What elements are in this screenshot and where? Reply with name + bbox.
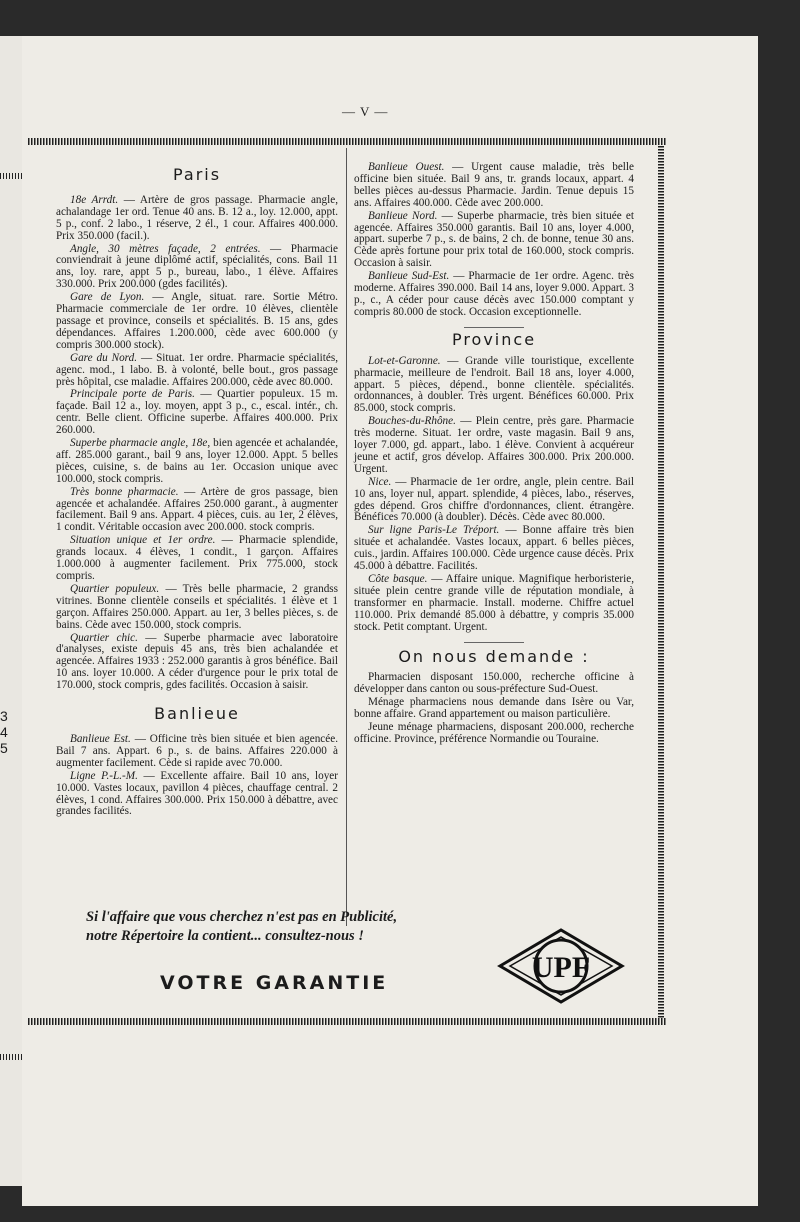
logo-text: UPF [531,951,591,984]
listing-heading: Gare du Nord. [70,351,138,364]
column-divider [346,148,347,926]
right-border-rule [658,146,664,1018]
listing-heading: Banlieue Nord. [368,209,438,222]
listing-heading: Nice. [368,475,392,488]
advert-block [86,908,397,946]
listing-entry [56,195,338,243]
listing-heading: Principale porte de Paris. [70,388,195,401]
upf-logo [496,924,626,1008]
listing-entry [354,271,634,319]
listing-entry [56,633,338,693]
demande-listings [354,672,634,745]
listing-heading: 18e Arrdt. [70,193,119,206]
listing-text: — Très belle pharmacie, 2 grandss vitrines. Bonne clientèle conseils et spécialités. 1 élève et 1 garçon. Affaires 250.000. Appart. au 1er, 3 belles pièces, s. de bains. Cède avec 150.000, stock compris. [56,582,338,631]
demande-entry: Jeune ménage pharmaciens, disposant 200.000, recherche officine. Province, préférence Normandie ou Touraine. [354,721,634,745]
listing-text: — Excellente affaire. Bail 10 ans, loyer 10.000. Vastes locaux, pavillon 4 pièces, chauffage central. 2 élèves, 1 cond. Affaires 300.000. Prix 150.000 à débattre, avec grandes facilités. [56,769,338,818]
listing-entry [56,535,338,583]
listing-text: — Plein centre, près gare. Pharmacie très moderne. Situat. 1er ordre, vaste magasin. Bail 9 ans, loyer 7.000, gd. appart., labo. 1 élève. Convient à acquéreur jeune et actif, gros dévelop. Affaires 300.000. Prix 200.000. Urgent. [354,415,634,475]
listing-entry [56,771,338,819]
demande-entry: Pharmacien disposant 150.000, recherche officine à développer dans canton ou sous-préfecture Sud-Ouest. [354,671,634,696]
listing-heading: Superbe pharmacie angle, 18e, [70,437,211,450]
listing-entry [354,574,634,634]
paris-listings [56,195,338,692]
listing-heading: Ligne P.-L.-M. [70,769,138,782]
listing-heading: Côte basque. [368,573,428,585]
listing-text: — Situat. 1er ordre. Pharmacie spécialités, agenc. mod., 1 labo. B. à volonté, belle bout., gros passage près hôpital, cse maladie. Affaires 200.000, cède avec 80.000. [56,351,338,388]
listing-entry [354,162,634,210]
listing-entry [56,584,338,632]
listing-text: — Superbe pharmacie, très bien située et agencée. Affaires 350.000 garantis. Bail 10 ans, loyer 4.000, appart. superbe 7 p., s. de bains, 2 ch. de bonne, tenue 30 ans. Cède après fortune pour prix total de 160.000, stock compris. Occasion à saisir. [354,209,634,270]
separator-line [464,642,524,643]
listing-entry [354,211,634,271]
listing-heading: Très bonne pharmacie. [70,485,179,498]
listing-heading: Sur ligne Paris-Le Tréport. [368,524,500,537]
page-number: — V — [342,104,389,119]
listing-heading: Situation unique et 1er ordre. [70,534,216,547]
listing-text: — Grande ville touristique, excellente pharmacie, meilleure de l'endroit. Bail 18 ans, loyer 4.000, appart. 5 pièces, dépend., bonne clientèle. spécialités. ordonnances, à doubler. Très urgent. Bénéfices 60.000. Prix 85.000, stock compris. [354,354,634,415]
listing-text: — Urgent cause maladie, très belle officine bien située. Bail 9 ans, tr. grands locaux, appart. 4 belles pièces au-dessus Pharmacie. Jardin. Tenue depuis 15 ans. Affaires 400.000. Cède avec 200.000. [354,161,634,209]
listing-heading: Gare de Lyon. [70,291,145,304]
listing-entry [354,356,634,416]
banlieue-listings-left [56,734,338,818]
listing-entry [56,353,338,389]
left-column [56,163,338,819]
listing-entry [354,477,634,525]
adjacent-page-rule-bottom [0,1054,22,1060]
listing-heading: Angle, 30 mètres façade, 2 entrées. [70,242,261,255]
listing-text: — Artère de gros passage, bien agencée et achalandée. Affaires 250.000 garant., à augmenter facilement. Bail 9 ans. Appart. 4 pièces, cuis. au 1er, 2 élèves, 1 condit. Véritable occasion avec 200.000. stock compris. [56,485,338,534]
advert-line-1: Si l'affaire que vous cherchez n'est pas en Publicité, [86,909,398,925]
listing-text: — Pharmacie de 1er ordre, angle, plein centre. Bail 10 ans, loyer nul, appart. splendide, 4 pièces, labo., réserves, gdes dépend. Gros chiffre d'ordonnances, client. étrangère. Bénéfices 70.000 (à doubler). Décès. Cède avec 80.000. [354,475,634,524]
margin-mark: 5 [0,740,8,756]
adjacent-page-rule-top [0,173,22,179]
top-border-rule [28,138,666,145]
listing-heading: Bouches-du-Rhône. [368,415,456,428]
listing-heading: Banlieue Ouest. [368,161,445,173]
guarantee-heading: VOTRE GARANTIE [160,972,389,994]
adjacent-page-marks [0,708,8,756]
margin-mark: 3 [0,708,8,724]
listing-entry [56,292,338,352]
listing-text: — Bonne affaire très bien située et achalandée. Vastes locaux, appart. 6 belles pièces, cuis., jardin. Affaires 100.000. Cède urgence cause décès. Prix 45.000 à débattre. Facilités. [354,524,635,573]
listing-entry [56,389,338,437]
listing-entry [354,416,634,476]
listing-entry [56,438,338,486]
listing-heading: Lot-et-Garonne. [368,354,441,367]
listing-text: — Pharmacie conviendrait à jeune diplômé actif, spécialités, cons. Bail 11 ans, loy. rare, appt 5 p., bureau, labo., 1 élève. Affaires 330.000. Prix 200.000 (gdes facilités). [56,242,338,291]
advert-line-2: notre Répertoire la contient... consultez-nous ! [86,928,364,944]
separator-line [464,327,524,328]
listing-text: — Officine très bien située et bien agencée. Bail 7 ans. Appart. 6 p., s. de bains. Affaires 220.000 à augmenter facilement. Cède si rapide avec 70.000. [56,732,339,769]
section-title-province: Province [451,329,537,349]
margin-mark: 4 [0,724,8,740]
listing-entry [56,734,338,770]
listing-heading: Banlieue Sud-Est. [368,270,450,283]
listing-entry [56,487,338,535]
listing-text: bien agencée et achalandée, aff. 285.000 garant., bail 9 ans, loyer 12.000. Appt. 5 belles pièces, cuisine, s. de bains au 1er. Occasion unique avec 100.000, stock compris. [56,437,338,485]
listing-entry [56,244,338,292]
listing-text: — Affaire unique. Magnifique herboristerie, située plein centre grande ville de réputation mondiale, à transformer en pharmacie. Install. moderne. Chiffre actuel 110.000. Prix demandé 85.000 à débattre, y compris 35.000 stock. Petit comptant. Urgent. [354,573,635,633]
province-listings [354,356,634,634]
listing-heading: Quartier populeux. [70,582,160,595]
listing-text: — Quartier populeux. 15 m. façade. Bail 12 a., loy. moyen, appt 3 p., c., escal. intér., ch. centr. Belle client. Officine superbe. Affaires 400.000. Prix 260.000. [56,388,338,437]
section-title-paris: Paris [172,165,222,184]
listing-text: — Angle, situat. rare. Sortie Métro. Pharmacie commerciale de 1er ordre. 10 élèves, clientèle passage et province, conseils et spécialités. B. 15 ans, gdes dépendances. Affaires 1.200.000, cède avec 600.000 (y compris 300.000 stock). [56,291,338,351]
listing-heading: Quartier chic. [70,631,138,644]
document-page [22,36,758,1206]
listing-text: — Pharmacie splendide, grands locaux. 4 élèves, 1 condit., 1 garçon. Affaires 1.000.000 à augmenter facilement. Prix 775.000, stock compris. [56,534,339,582]
listing-text: — Superbe pharmacie avec laboratoire d'analyses, existe depuis 45 ans, très bien achalandée et agencée. Affaires 1933 : 252.000 garantis à gros bénéfice. Bail 10 ans. loyer 10.000. A céder d'urgence pour le prix total de 170.000, stock compris, gdes facilités. Occasion à saisir. [56,631,338,692]
listing-entry [354,525,634,573]
section-title-banlieue: Banlieue [154,704,240,724]
section-title-demande: On nous demande : [398,646,590,666]
listing-text: — Pharmacie de 1er ordre. Agenc. très moderne. Affaires 390.000. Bail 14 ans, loyer 9.000. Appart. 3 p., c., A céder pour cause décès avec 150.000 comptant y compris 80.000 de stock. Occasion exceptionnelle. [354,270,634,318]
listing-text: — Artère de gros passage. Pharmacie angle, achalandage 1er ord. Tenue 40 ans. B. 12 a., loy. 12.000, appt. 5 p., conf. 2 labo., 1 réserve, 2 él., 1 cour. Affaires 400.000. Prix 350.000 (facil.). [56,193,338,242]
bottom-border-rule [28,1018,666,1025]
listing-heading: Banlieue Est. [70,732,131,745]
adjacent-page-edge [0,36,22,1186]
right-column [354,162,634,747]
banlieue-listings-right [354,162,634,319]
demande-entry: Ménage pharmaciens nous demande dans Isère ou Var, bonne affaire. Grand appartement ou maison particulière. [354,696,634,721]
